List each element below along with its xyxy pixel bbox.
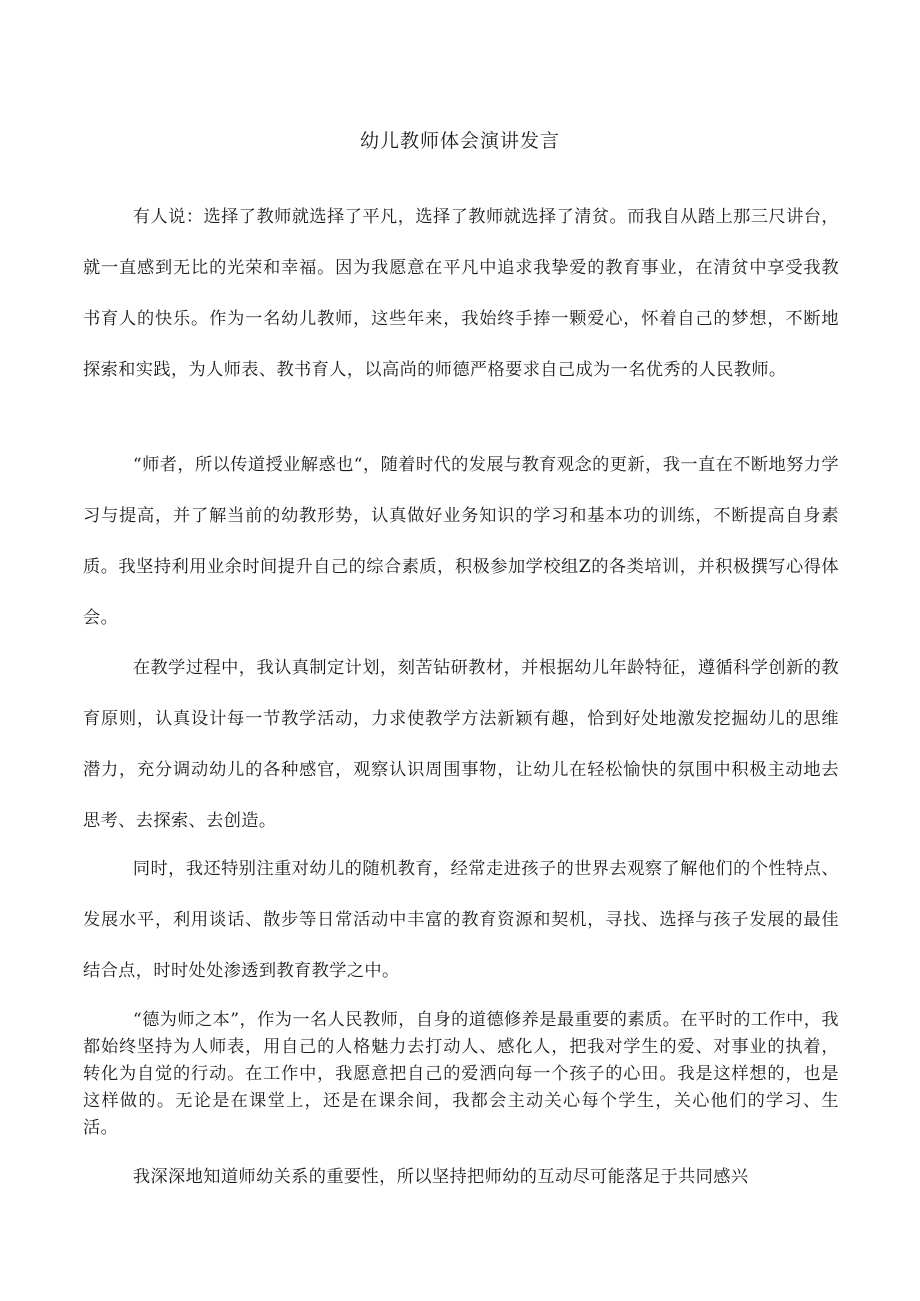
document-title: 幼儿教师体会演讲发言	[359, 130, 560, 152]
paragraph-4: 同时，我还特别注重对幼儿的随机教育，经常走进孩子的世界去观察了解他们的个性特点、发展水平，利用谈话、散步等日常活动中丰富的教育资源和契机，寻找、选择与孩子发展的最佳结合点，时时处处渗透到教育教学之中。	[83, 859, 839, 982]
paragraph-3: 在教学过程中，我认真制定计划，刻苦钻研教材，并根据幼儿年龄特征，遵循科学创新的教育原则，认真设计每一节教学活动，力求使教学方法新颖有趣，恰到好处地激发挖掘幼儿的思维潜力，充分调动幼儿的各种感官，观察认识周围事物，让幼儿在轻松愉快的氛围中积极主动地去思考、去探索、去创造。	[83, 658, 839, 832]
paragraph-1: 有人说：选择了教师就选择了平凡，选择了教师就选择了清贫。而我自从踏上那三尺讲台，就一直感到无比的光荣和幸福。因为我愿意在平凡中追求我挚爱的教育事业，在清贫中享受我教书育人的快乐。作为一名幼儿教师，这些年来，我始终手捧一颗爱心，怀着自己的梦想，不断地探索和实践，为人师表、教书育人，以高尚的师德严格要求自己成为一名优秀的人民教师。	[83, 207, 839, 381]
paragraph-6: 我深深地知道师幼关系的重要性，所以坚持把师幼的互动尽可能落足于共同感兴	[132, 1167, 749, 1188]
paragraph-5: “德为师之本”，作为一名人民教师，自身的道德修养是最重要的素质。在平时的工作中，我都始终坚持为人师表，用自己的人格魅力去打动人、感化人，把我对学生的爱、对事业的执着，转化为自觉的行动。在工作中，我愿意把自己的爱洒向每一个孩子的心田。我是这样想的，也是这样做的。无论是在课堂上，还是在课余间，我都会主动关心每个学生，关心他们的学习、生活。	[83, 1010, 839, 1139]
paragraph-2: “师者，所以传道授业解惑也“，随着时代的发展与教育观念的更新，我一直在不断地努力学习与提高，并了解当前的幼教形势，认真做好业务知识的学习和基本功的训练，不断提高自身素质。我坚持利用业余时间提升自己的综合素质，积极参加学校组Z的各类培训，并积极撰写心得体会。	[83, 455, 839, 629]
